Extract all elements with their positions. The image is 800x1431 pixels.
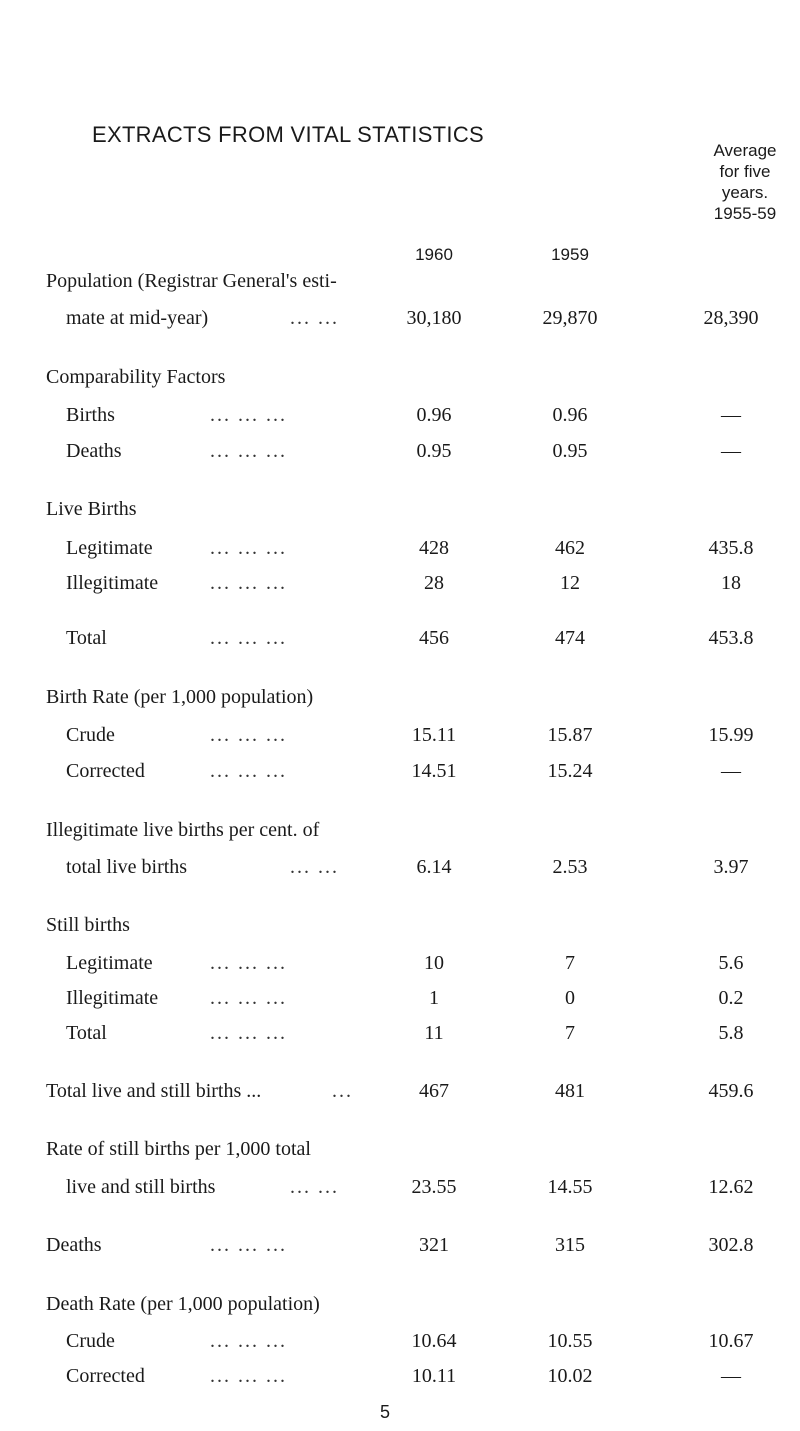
row-label: Legitimate [66,537,153,559]
value-1959: 0.95 [552,440,588,462]
page-title: EXTRACTS FROM VITAL STATISTICS [92,122,484,147]
value-average: 10.67 [708,1330,754,1352]
table-row [0,307,800,335]
value-1959: 7 [565,1022,575,1044]
row-label: Population (Registrar General's esti- [46,270,337,292]
table-row [0,627,800,655]
value-average: 5.6 [718,952,744,974]
value-1959: 0 [565,987,575,1009]
table-row [0,1234,800,1262]
value-average: 28,390 [703,307,759,329]
row-label: total live births [66,856,188,878]
table-row [0,498,800,526]
value-average: 5.8 [718,1022,744,1044]
table-row [0,819,800,847]
leader-dots: ... ... ... [210,1365,287,1387]
value-1960: 10 [424,952,444,974]
leader-dots: ... ... ... [210,1234,287,1256]
leader-dots: ... ... [290,856,339,878]
table-row [0,1080,800,1108]
value-1960: 428 [419,537,449,559]
column-header-1959: 1959 [551,245,589,264]
value-1959: 12 [560,572,580,594]
row-label: live and still births [66,1176,216,1198]
value-1960: 23.55 [411,1176,457,1198]
leader-dots: ... ... ... [210,987,287,1009]
table-row [0,856,800,884]
row-label: Total [66,627,107,649]
value-average: 453.8 [708,627,754,649]
table-row [0,914,800,942]
section-label: Still births [46,914,130,936]
table-row [0,724,800,752]
value-average: 12.62 [708,1176,754,1198]
value-1960: 1 [429,987,439,1009]
value-1959: 0.96 [552,404,588,426]
table-row [0,987,800,1015]
leader-dots: ... ... ... [210,952,287,974]
leader-dots: ... ... ... [210,760,287,782]
value-1960: 321 [419,1234,449,1256]
row-label: Total [66,1022,107,1044]
section-label: Rate of still births per 1,000 total [46,1138,311,1160]
leader-dots: ... ... [290,1176,339,1198]
leader-dots: ... ... ... [210,724,287,746]
value-1959: 481 [555,1080,585,1102]
row-label: Illegitimate [66,987,159,1009]
row-label: Crude [66,724,115,746]
value-1959: 2.53 [552,856,588,878]
leader-dots: ... [332,1080,353,1102]
value-1960: 11 [424,1022,444,1044]
value-1960: 6.14 [416,856,452,878]
leader-dots: ... ... [290,307,339,329]
table-row [0,440,800,468]
value-1959: 15.24 [547,760,593,782]
leader-dots: ... ... ... [210,572,287,594]
table-row [0,404,800,432]
value-1959: 10.02 [547,1365,593,1387]
table-row [0,760,800,788]
avg-header-line: for five [719,162,771,181]
avg-header-line: years. [721,183,769,202]
section-label: Death Rate (per 1,000 population) [46,1293,320,1315]
table-row [0,1176,800,1204]
value-1960: 30,180 [406,307,462,329]
leader-dots: ... ... ... [210,440,287,462]
column-header-1960: 1960 [415,245,453,264]
leader-dots: ... ... ... [210,627,287,649]
value-1959: 315 [555,1234,585,1256]
value-1960: 15.11 [411,724,457,746]
value-average: — [721,440,741,462]
leader-dots: ... ... ... [210,1022,287,1044]
average-column-header [690,140,800,224]
value-average: — [721,404,741,426]
row-label: Deaths [46,1234,102,1256]
leader-dots: ... ... ... [210,404,287,426]
section-label: Live Births [46,498,137,520]
leader-dots: ... ... ... [210,1330,287,1352]
value-1960: 10.11 [411,1365,457,1387]
value-1959: 10.55 [547,1330,593,1352]
row-label: Deaths [66,440,122,462]
value-1959: 29,870 [542,307,598,329]
value-1960: 0.95 [416,440,452,462]
value-1960: 0.96 [416,404,452,426]
table-row [0,1138,800,1166]
row-label: Corrected [66,1365,145,1387]
row-label: Total live and still births ... [46,1080,262,1102]
value-1959: 462 [555,537,585,559]
row-label: Births [66,404,115,426]
avg-header-line: Average [713,141,777,160]
value-average: 15.99 [708,724,754,746]
page-number: 5 [380,1402,391,1422]
leader-dots: ... ... ... [210,537,287,559]
value-average: 459.6 [708,1080,754,1102]
table-row [0,686,800,714]
row-label: Illegitimate [66,572,159,594]
value-average: 302.8 [708,1234,754,1256]
table-row [0,537,800,565]
value-1959: 7 [565,952,575,974]
table-row [0,1330,800,1358]
value-average: — [721,1365,741,1387]
row-label: Legitimate [66,952,153,974]
section-label: Illegitimate live births per cent. of [46,819,320,841]
value-average: 0.2 [718,987,744,1009]
table-row [0,1022,800,1050]
value-average: — [721,760,741,782]
value-1959: 15.87 [547,724,593,746]
value-1960: 456 [419,627,449,649]
value-average: 3.97 [713,856,749,878]
value-1960: 467 [419,1080,449,1102]
avg-header-line: 1955-59 [713,204,777,223]
value-average: 18 [721,572,741,594]
value-average: 435.8 [708,537,754,559]
table-row [0,1293,800,1321]
value-1960: 10.64 [411,1330,457,1352]
section-label: Birth Rate (per 1,000 population) [46,686,314,708]
table-row [0,270,800,298]
value-1960: 14.51 [411,760,457,782]
row-label: mate at mid-year) [66,307,209,329]
value-1960: 28 [424,572,444,594]
table-row [0,1365,800,1393]
value-1959: 474 [555,627,585,649]
table-row [0,366,800,394]
value-1959: 14.55 [547,1176,593,1198]
row-label: Crude [66,1330,115,1352]
row-label: Corrected [66,760,145,782]
table-row [0,572,800,600]
section-label: Comparability Factors [46,366,226,388]
table-row [0,952,800,980]
